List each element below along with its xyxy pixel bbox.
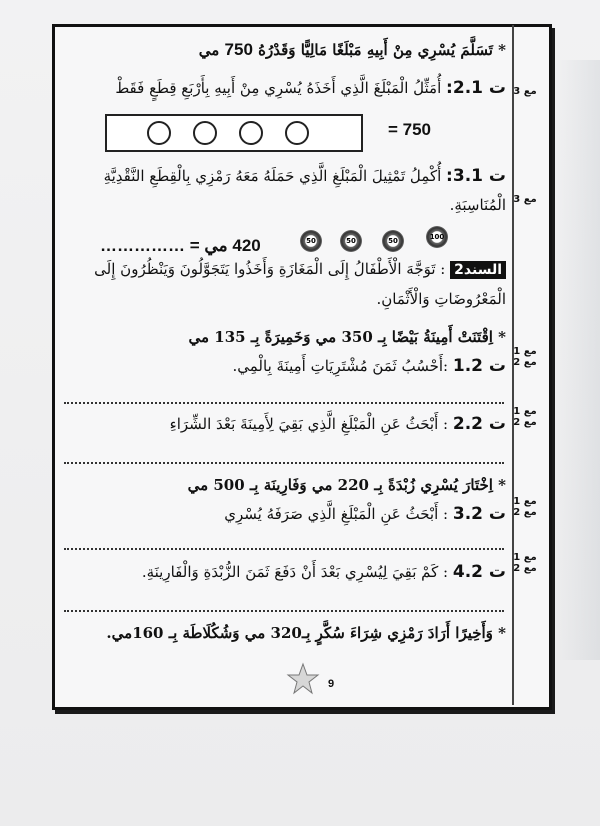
q31-equation: 420 مي = …………… <box>100 236 261 255</box>
page-number: 9 <box>328 678 335 690</box>
q22-label: ت 2.2 <box>452 414 506 434</box>
q21-label: ت 2.1: <box>446 78 506 98</box>
q42-label: ت 4.2 <box>452 562 506 582</box>
sanad2-line1: السند2 : تَوَجَّهَ الْأَطْفَالُ إِلَى الْمَغَازَةِ وَأَخَذُوا يَتَجَوَّلُونَ وَيَنْظُرُونَ إِلَى <box>94 260 506 279</box>
tag-m3a: مع 3 <box>513 86 537 97</box>
q21-line <box>115 78 506 98</box>
q21-equals: = 750 <box>388 120 432 139</box>
coin-50-icon: 50 <box>300 230 322 252</box>
background-bleed <box>554 60 600 660</box>
q32-line: ت 3.2 : أَبْحَثُ عَنِ الْمَبْلَغِ الَّذِي صَرَفَهُ يُسْرِي <box>224 504 506 524</box>
tag-m12c: مع 1 مع 2 <box>513 496 537 518</box>
q22-line: ت 2.2 : أَبْحَثُ عَنِ الْمَبْلَغِ الَّذِي بَقِيَ لِأَمِينَةَ بَعْدَ الشِّرَاءِ <box>169 414 506 434</box>
q31-line1: ت 3.1: أُكْمِلُ تَمْثِيلَ الْمَبْلَغِ الَّذِي حَمَلَهُ مَعَهُ رَمْزِي بِالْقِطَعِ النَّقْدِيَّةِ <box>103 166 506 186</box>
ramzi-line: * وَأَخِيرًا أَرَادَ رَمْزِي شِرَاءَ سُكَّرٍ بِـ320 مي وَشُكُلَاطَة بِـ 160مي. <box>106 624 506 642</box>
sanad2-badge: السند2 <box>450 261 506 279</box>
q31-line2: الْمُنَاسِبَةِ. <box>449 196 506 214</box>
coin-slot-3[interactable] <box>239 121 263 145</box>
coin-slot-1[interactable] <box>147 121 171 145</box>
answer-line-q32[interactable] <box>64 548 504 550</box>
coin-slot-4[interactable] <box>285 121 309 145</box>
amina-line: * اِقْتَنَتْ أَمِينَةُ بَيْضًا بِـ 350 مي وَخَمِيرَةً بِـ 135 مي <box>188 328 506 346</box>
answer-line-q22[interactable] <box>64 462 504 464</box>
tag-m12a: مع 1 مع 2 <box>513 346 537 368</box>
tag-m12b: مع 1 مع 2 <box>513 406 537 428</box>
tag-m3b: مع 3 <box>513 194 537 205</box>
q32-label: ت 3.2 <box>452 504 506 524</box>
q12-label: ت 1.2 <box>452 356 506 376</box>
sanad2-line2: الْمَعْرُوضَاتِ وَالْأَثْمَانِ. <box>376 290 506 308</box>
answer-line-q12[interactable] <box>64 402 504 404</box>
tag-m12d: مع 1 مع 2 <box>513 552 537 574</box>
q21-text: أُمَثِّلُ الْمَبْلَغَ الَّذِي أَخَذَهُ يُسْرِي مِنْ أَبِيهِ بِأَرْبَعِ قِطَعٍ فَقَطْ <box>115 79 442 97</box>
yusri-line: * اِخْتَارَ يُسْرِي زُبْدَةً بِـ 220 مي وَفَارِينَة بِـ 500 مي <box>187 476 506 494</box>
q42-line: ت 4.2 : كَمْ بَقِيَ لِيُسْرِي بَعْدَ أَنْ دَفَعَ ثَمَنَ الزُّبْدَةِ وَالْفَارِينَةِ. <box>141 562 506 582</box>
q31-label: ت 3.1: <box>446 166 506 186</box>
coin-answer-box <box>105 114 363 152</box>
answer-line-q42[interactable] <box>64 610 504 612</box>
coin-slot-2[interactable] <box>193 121 217 145</box>
coin-50-icon: 50 <box>382 230 404 252</box>
coin-100-icon: 100 <box>426 226 448 248</box>
intro-line: * تَسَلَّمَ يُسْرِي مِنْ أَبِيهِ مَبْلَغًا مَالِيًّا وَقَدْرُهُ 750 مي <box>198 40 506 59</box>
coin-50-icon: 50 <box>340 230 362 252</box>
star-icon <box>286 662 320 696</box>
q12-line: ت 1.2 :أَحْسُبُ ثَمَنَ مُشْتَرِيَاتِ أَمِينَةَ بِالْمِي. <box>232 356 506 376</box>
